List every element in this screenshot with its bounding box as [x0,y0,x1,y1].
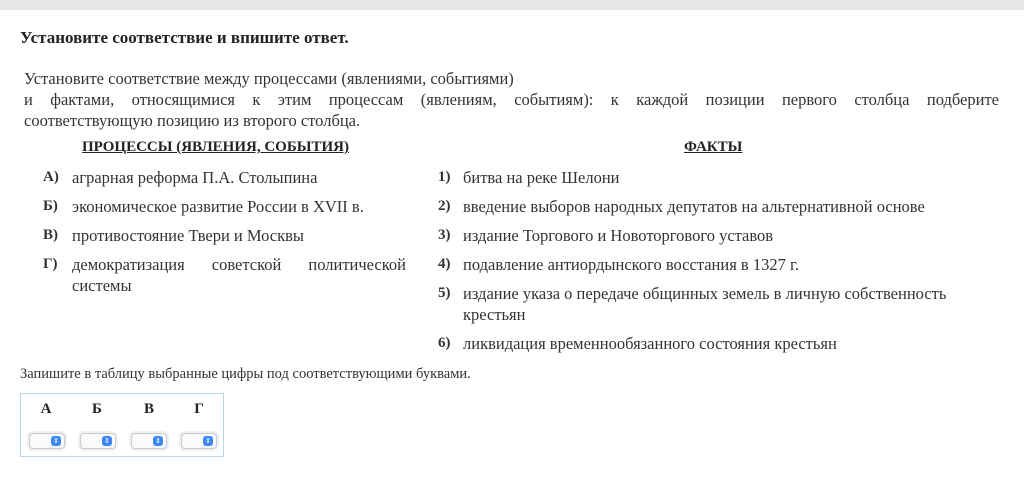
task-heading: Установите соответствие и впишите ответ. [20,28,349,47]
updown-chevron-icon: ⇕ [153,436,163,446]
process-text: противостояние Твери и Москвы [72,226,305,245]
fact-label: 1) [438,169,451,185]
fact-label: 4) [438,256,451,272]
process-label: В) [43,227,58,243]
process-label: Г) [43,256,58,272]
fact-text: издание указа о передаче общинных земель в личную собственность крестьян [463,284,947,324]
answer-column-g: Г [194,401,204,417]
fact-label: 2) [438,198,451,214]
answer-table [20,393,224,457]
updown-chevron-icon: ⇕ [51,436,61,446]
answer-instruction: Запишите в таблицу выбранные цифры под соответствующими буквами. [20,366,471,382]
process-text: демократизация советской политической системы [72,255,406,295]
updown-chevron-icon: ⇕ [203,436,213,446]
intro-line-1: Установите соответствие между процессами (явлениями, событиями) [24,69,514,88]
top-bar [0,0,1024,10]
answer-column-v: В [143,401,154,417]
answer-select-a[interactable] [29,433,65,449]
fact-text: битва на реке Шелони [463,168,620,187]
answer-column-b: Б [92,401,102,417]
answer-select-g[interactable] [181,433,217,449]
task-intro [24,68,999,131]
answer-column-a: А [40,401,52,417]
fact-text: ликвидация временнообязанного состояния крестьян [463,334,837,353]
intro-line-2: и фактами, относящимися к этим процессам (явлениям, событиям): к каждой позиции первого столбца подберите [24,90,999,109]
answer-select-v[interactable] [131,433,167,449]
process-label: Б) [43,198,58,214]
fact-text: издание Торгового и Новоторгового уставов [463,226,774,245]
updown-chevron-icon: ⇕ [102,436,112,446]
fact-text: подавление антиордынского восстания в 1327 г. [463,255,800,274]
fact-label: 5) [438,285,451,301]
process-label: А) [43,169,59,185]
fact-text: введение выборов народных депутатов на альтернативной основе [463,197,925,216]
processes-header: ПРОЦЕССЫ (ЯВЛЕНИЯ, СОБЫТИЯ) [82,139,349,155]
fact-label: 6) [438,335,451,351]
process-text: экономическое развитие России в XVII в. [72,197,364,216]
process-text: аграрная реформа П.А. Столыпина [72,168,318,187]
answer-select-b[interactable] [80,433,116,449]
facts-header: ФАКТЫ [684,139,743,155]
fact-label: 3) [438,227,451,243]
intro-line-3: соответствующую позицию из второго столбца. [24,111,361,130]
